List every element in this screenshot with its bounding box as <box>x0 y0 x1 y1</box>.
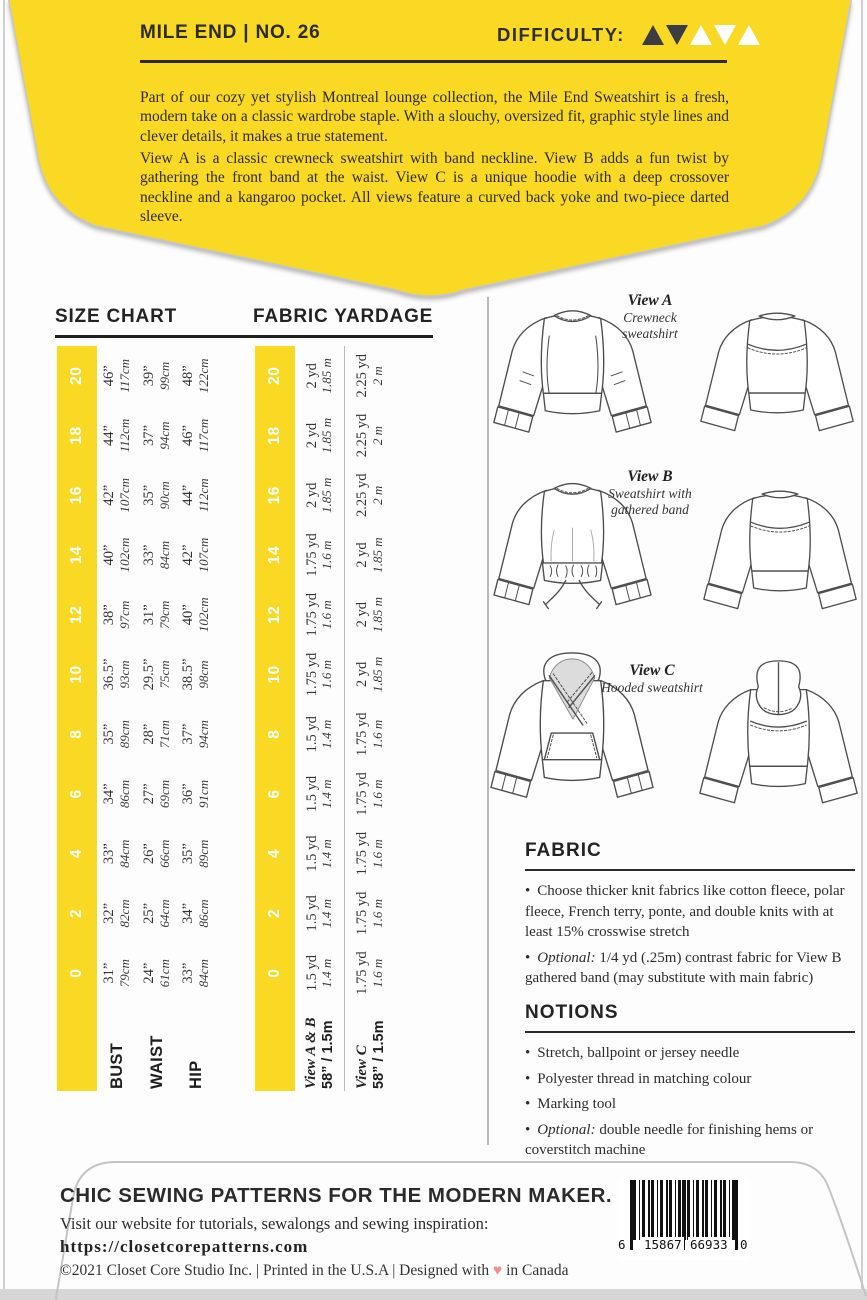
hip-measurement-cell: 35” 89cm <box>180 839 211 868</box>
size-column-header: 6 <box>265 789 283 799</box>
yardage-cell: 2 yd 1.85 m <box>354 656 385 693</box>
barcode-digit: 0 <box>740 1237 748 1252</box>
yardage-cell: 2.25 yd 2 m <box>354 413 385 458</box>
view-a-back-illustration <box>697 300 857 441</box>
notions-section-title: NOTIONS <box>525 1002 619 1023</box>
yardage-cell: 1.5 yd 1.4 m <box>303 955 335 992</box>
size-chart-size-strip <box>57 346 97 1091</box>
website-url: https://closetcorepatterns.com <box>60 1237 309 1256</box>
view-c-back-illustration <box>697 658 860 821</box>
view-b-description: Sweatshirt with gathered band <box>608 486 692 517</box>
notions-bullet-item: • Stretch, ballpoint or jersey needle <box>525 1045 740 1061</box>
yardage-cell: 2.25 yd 2 m <box>354 354 385 398</box>
waist-measurement-cell: 25” 64cm <box>141 899 172 928</box>
notions-bullet-item: • Marking tool <box>525 1096 617 1112</box>
bullet-dot: • <box>525 1121 531 1138</box>
yardage-cell: 2 yd 1.85 m <box>303 477 335 513</box>
header-divider <box>140 60 727 63</box>
bust-measurement-cell: 33” 84cm <box>101 839 132 868</box>
yardage-view-c-label: View C 58” / 1.5m <box>353 1020 387 1089</box>
yardage-cell: 1.75 yd 1.6 m <box>303 652 335 697</box>
fabric-bullet-item: • Choose thicker knit fabrics like cotton fleece, polar fleece, French terry, ponte, and double knits with at least 15% crosswise stretch <box>525 883 845 940</box>
description-paragraph-1: Part of our cozy yet stylish Montreal lounge collection, the Mile End Sweatshirt is a fresh, modern take on a classic wardrobe staple. With a slouchy, oversized fit, graphic style lines and clever details, it makes a true statement. <box>140 88 729 145</box>
difficulty-triangle-icon <box>738 25 760 45</box>
hip-measurement-cell: 44” 112cm <box>180 478 211 513</box>
size-chart-table <box>57 346 215 1091</box>
hip-measurement-cell: 48” 122cm <box>180 358 211 394</box>
yardage-cell: 1.75 yd 1.6 m <box>354 712 385 756</box>
bust-row <box>97 346 137 1091</box>
bullet-dot: • <box>525 1070 531 1087</box>
size-column-header: 8 <box>68 729 85 739</box>
size-column-header: 16 <box>265 486 283 505</box>
difficulty-triangle-icon <box>714 25 736 45</box>
waist-measurement-cell: 29.5” 75cm <box>141 658 172 691</box>
waist-measurement-cell: 37” 94cm <box>141 421 172 450</box>
size-column-header: 10 <box>265 665 283 684</box>
yardage-cell: 2 yd 1.85 m <box>303 358 335 394</box>
view-c-name: View C <box>629 662 675 679</box>
bullet-dot: • <box>525 1045 531 1061</box>
hip-measurement-cell: 46” 117cm <box>180 418 211 453</box>
view-a-caption <box>595 292 705 342</box>
size-strip-corner <box>57 1003 97 1091</box>
yardage-view-c-row <box>344 346 395 1091</box>
size-column-header: 18 <box>68 426 85 445</box>
difficulty-rating <box>497 24 761 46</box>
bust-measurement-cell: 35” 89cm <box>101 720 132 749</box>
barcode <box>618 1180 750 1260</box>
size-column-header: 0 <box>68 968 85 978</box>
bust-measurement-cell: 40” 102cm <box>101 537 132 573</box>
yardage-cell: 2.25 yd 2 m <box>354 473 385 518</box>
notions-bullet-item: • Polyester thread in matching colour <box>525 1070 752 1087</box>
size-column-header: 8 <box>265 729 283 739</box>
fabric-yardage-table <box>255 346 395 1091</box>
view-c-description: Hooded sweatshirt <box>601 680 703 695</box>
bust-measurement-cell: 46” 117cm <box>101 358 132 393</box>
view-b-name: View B <box>627 468 673 485</box>
view-b-caption <box>592 468 708 518</box>
yardage-strip-corner <box>255 1003 295 1091</box>
size-column-header: 4 <box>68 849 85 859</box>
difficulty-triangle-icon <box>642 25 664 45</box>
yardage-view-ab-row <box>295 346 345 1091</box>
yardage-size-strip <box>255 346 295 1091</box>
barcode-guard <box>630 1180 633 1250</box>
waist-measurement-cell: 31” 79cm <box>141 600 172 629</box>
waist-row-label: WAIST <box>147 1035 166 1089</box>
view-c-caption <box>597 662 707 696</box>
waist-measurement-cell: 26” 66cm <box>141 839 172 868</box>
bust-measurement-cell: 31” 79cm <box>101 959 132 988</box>
description-paragraph-2: View A is a classic crewneck sweatshirt with band neckline. View B adds a fun twist by gathering the front band at the waist. View C is a unique hoodie with a deep crossover neckline and a kangaroo pocket. All views feature a curved back yoke and two-piece darted sleeve. <box>140 149 729 225</box>
bust-row-label: BUST <box>107 1042 126 1089</box>
yardage-cell: 1.75 yd 1.6 m <box>303 533 335 577</box>
difficulty-triangle-icon <box>690 25 712 45</box>
yardage-cell: 1.75 yd 1.6 m <box>354 891 385 936</box>
yardage-view-ab-label: View A & B 58” / 1.5m <box>303 1017 337 1089</box>
size-column-header: 12 <box>265 605 283 624</box>
fabric-yardage-title: FABRIC YARDAGE <box>253 306 434 327</box>
waist-measurement-cell: 39” 99cm <box>141 361 172 390</box>
size-column-header: 20 <box>68 366 85 385</box>
hip-measurement-cell: 36” 91cm <box>180 779 211 809</box>
yardage-cell: 2 yd 1.85 m <box>303 417 335 454</box>
size-column-header: 2 <box>68 908 85 918</box>
waist-row <box>137 346 177 1091</box>
barcode-digit-group: 15867 <box>644 1237 682 1252</box>
difficulty-triangle-icons <box>641 25 761 45</box>
size-column-header: 6 <box>68 789 85 799</box>
pattern-title: MILE END | NO. 26 <box>140 22 321 43</box>
yardage-cell: 1.5 yd 1.4 m <box>303 775 335 813</box>
waist-measurement-cell: 27” 69cm <box>141 779 172 809</box>
footer-copyright: ©2021 Closet Core Studio Inc. | Printed in the U.S.A | Designed with ♥ in Canada <box>60 1262 569 1279</box>
yardage-cell: 1.75 yd 1.6 m <box>354 831 385 876</box>
size-column-header: 10 <box>68 665 85 684</box>
size-column-header: 14 <box>68 545 85 565</box>
notions-section-rule <box>525 1031 855 1033</box>
hip-measurement-cell: 37” 94cm <box>180 720 211 749</box>
notions-bullet-item: • Optional: double needle for finishing hems or coverstitch machine <box>525 1121 814 1158</box>
size-column-header: 16 <box>68 486 85 505</box>
bullet-dot: • <box>525 1096 531 1112</box>
size-column-header: 20 <box>265 366 283 385</box>
heart-icon: ♥ <box>493 1262 503 1279</box>
waist-measurement-cell: 33” 84cm <box>141 540 172 570</box>
bullet-dot: • <box>525 883 531 899</box>
fabric-bullet-item: • Optional: 1/4 yd (.25m) contrast fabric for View B gathered band (may substitute with main fabric) <box>525 949 842 986</box>
yardage-cell: 1.75 yd 1.6 m <box>354 772 385 816</box>
hip-measurement-cell: 33” 84cm <box>180 959 211 988</box>
waist-measurement-cell: 35” 90cm <box>141 481 172 510</box>
size-chart-title: SIZE CHART <box>55 306 177 327</box>
footer-tagline: CHIC SEWING PATTERNS FOR THE MODERN MAKER. <box>60 1184 613 1207</box>
hip-measurement-cell: 38.5” 98cm <box>180 658 211 691</box>
bust-measurement-cell: 42” 107cm <box>101 477 132 513</box>
yardage-cell: 2 yd 1.85 m <box>354 537 385 573</box>
hip-measurement-cell: 34” 86cm <box>180 899 211 928</box>
yardage-cell: 1.5 yd 1.4 m <box>303 716 335 753</box>
view-a-description: Crewneck sweatshirt <box>622 310 678 341</box>
difficulty-triangle-icon <box>666 25 688 45</box>
difficulty-label: DIFFICULTY: <box>497 24 625 45</box>
bust-measurement-cell: 44” 112cm <box>101 418 132 453</box>
fabric-section <box>525 840 855 994</box>
yardage-cell: 2 yd 1.85 m <box>354 597 385 633</box>
yardage-cell: 1.75 yd 1.6 m <box>354 951 385 995</box>
fabric-section-title: FABRIC <box>525 840 602 861</box>
bust-measurement-cell: 36.5” 93cm <box>101 658 132 691</box>
bullet-dot: • <box>525 949 531 966</box>
view-b-back-illustration <box>700 478 860 619</box>
size-column-header: 14 <box>265 545 283 565</box>
hip-row <box>177 346 215 1091</box>
hip-row-label: HIP <box>186 1060 205 1089</box>
waist-measurement-cell: 24” 61cm <box>141 959 172 988</box>
footer-visit-line: Visit our website for tutorials, sewalongs and sewing inspiration: <box>60 1214 489 1233</box>
chart-title-rule <box>55 335 433 338</box>
bust-measurement-cell: 32” 82cm <box>101 899 132 928</box>
hip-measurement-cell: 40” 102cm <box>180 597 211 633</box>
hip-measurement-cell: 42” 107cm <box>180 537 211 573</box>
view-a-name: View A <box>627 292 673 309</box>
bust-measurement-cell: 38” 97cm <box>101 600 132 629</box>
size-column-header: 0 <box>265 968 283 978</box>
size-column-header: 12 <box>68 605 85 624</box>
fabric-bullet-list <box>525 881 855 989</box>
waist-measurement-cell: 28” 71cm <box>141 720 172 749</box>
barcode-digit: 6 <box>618 1237 626 1252</box>
bust-measurement-cell: 34” 86cm <box>101 779 132 809</box>
yardage-cell: 1.5 yd 1.4 m <box>303 895 335 932</box>
yardage-cell: 1.75 yd 1.6 m <box>303 592 335 637</box>
size-column-header: 4 <box>265 849 283 859</box>
size-column-header: 2 <box>265 908 283 918</box>
yardage-cell: 1.5 yd 1.4 m <box>303 835 335 872</box>
barcode-digit-group: 66933 <box>690 1237 728 1252</box>
size-column-header: 18 <box>265 426 283 445</box>
fabric-section-rule <box>525 869 855 871</box>
